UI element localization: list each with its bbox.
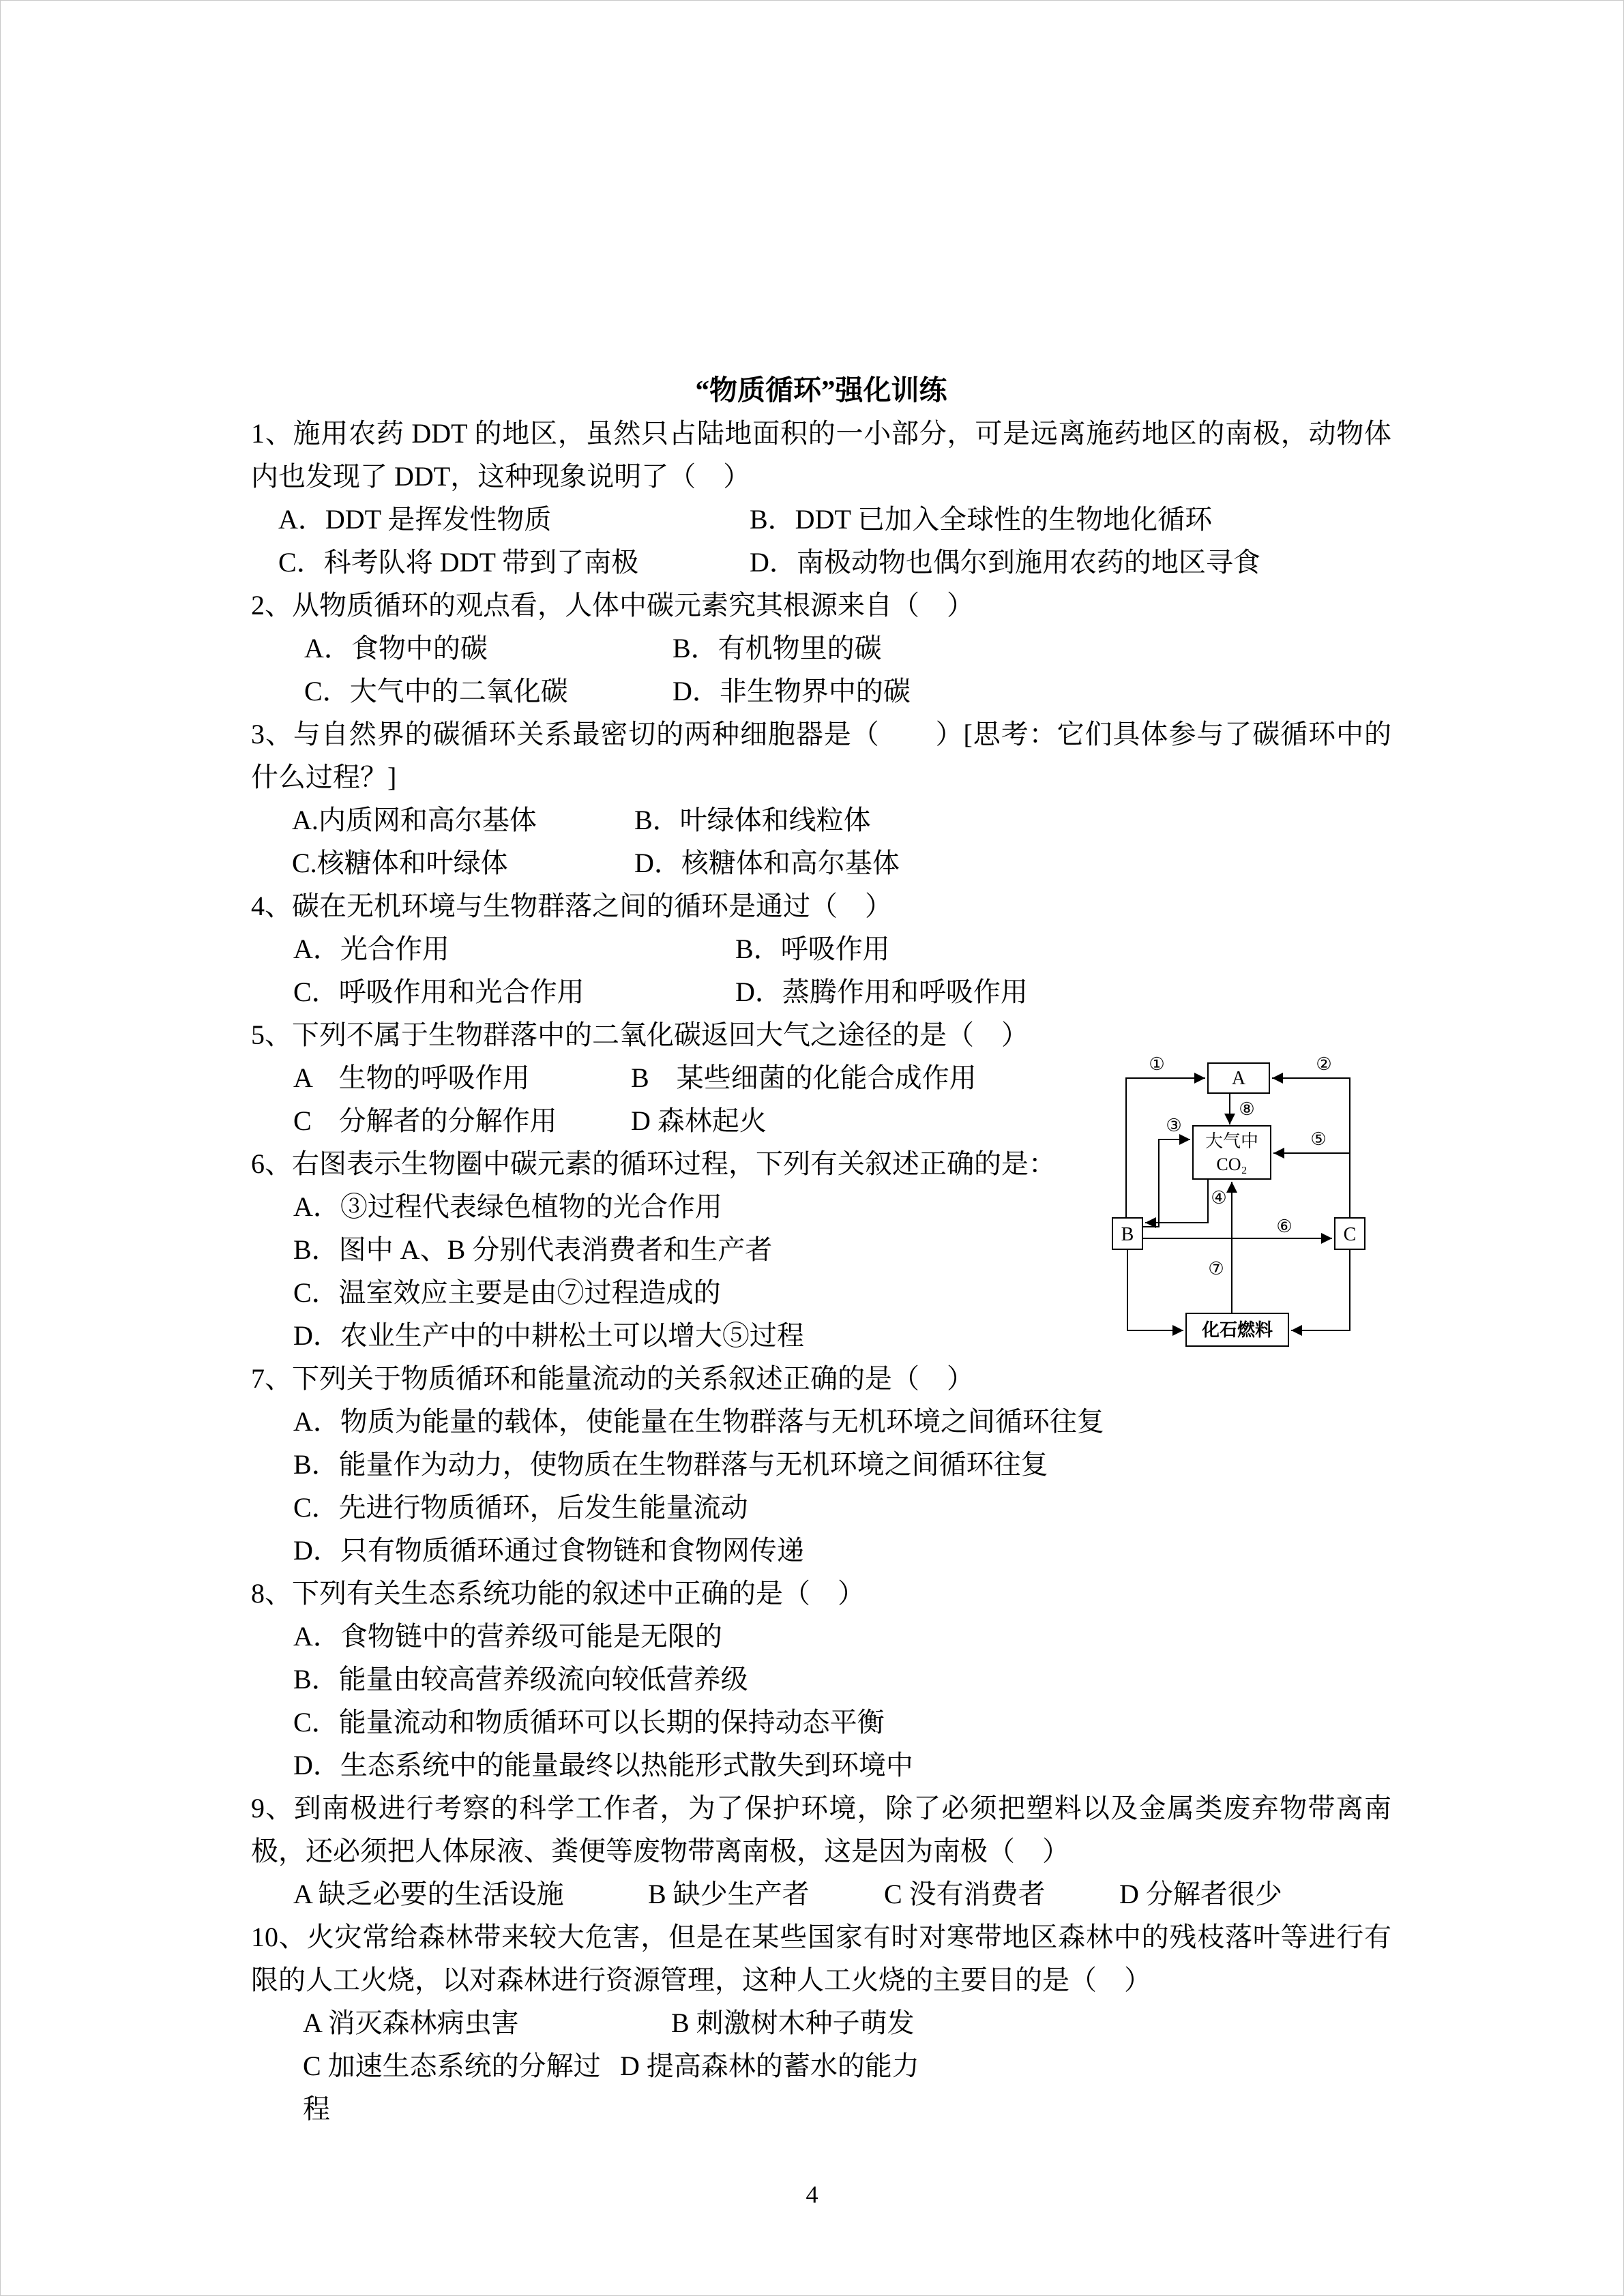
question-4-option-c: C．呼吸作用和光合作用 bbox=[293, 976, 585, 1007]
question-5-option-a: A 生物的呼吸作用 bbox=[293, 1062, 530, 1093]
question-6-option-b: B．图中 A、B 分别代表消费者和生产者 bbox=[293, 1234, 773, 1265]
question-2-stem: 2、从物质循环的观点看，人体中碳元素究其根源来自（ ） bbox=[251, 590, 974, 621]
question-8 bbox=[251, 1572, 1391, 1787]
question-4 bbox=[251, 884, 1391, 1013]
question-8-option-b: B．能量由较高营养级流向较低营养级 bbox=[293, 1664, 748, 1695]
question-10 bbox=[251, 1915, 1391, 2130]
question-7 bbox=[251, 1357, 1391, 1572]
question-5-option-b: B 某些细菌的化能合成作用 bbox=[631, 1062, 977, 1093]
question-3-option-a: A.内质网和高尔基体 bbox=[292, 805, 537, 835]
option-row bbox=[251, 841, 1391, 884]
diagram-process-4-label: ④ bbox=[1211, 1188, 1227, 1208]
question-9 bbox=[251, 1787, 1391, 1915]
question-7-option-b: B．能量作为动力，使物质在生物群落与无机环境之间循环往复 bbox=[293, 1449, 1048, 1480]
question-7-option-a: A．物质为能量的载体，使能量在生物群落与无机环境之间循环往复 bbox=[293, 1406, 1104, 1437]
question-5-stem: 5、下列不属于生物群落中的二氧化碳返回大气之途径的是（ ） bbox=[251, 1019, 1029, 1050]
question-8-stem: 8、下列有关生态系统功能的叙述中正确的是（ ） bbox=[251, 1578, 865, 1609]
diagram-atmosphere-label-line1: 大气中 bbox=[1205, 1131, 1259, 1151]
question-9-option-c: C 没有消费者 bbox=[884, 1879, 1046, 1909]
question-3 bbox=[251, 713, 1391, 884]
question-7-stem: 7、下列关于物质循环和能量流动的关系叙述正确的是（ ） bbox=[251, 1363, 974, 1394]
diagram-process-6-label: ⑥ bbox=[1276, 1217, 1293, 1236]
question-10-option-c: C 加速生态系统的分解过程 bbox=[303, 2051, 601, 2124]
option-row bbox=[251, 670, 1391, 713]
question-8-option-a: A．食物链中的营养级可能是无限的 bbox=[293, 1621, 722, 1652]
question-2 bbox=[251, 584, 1391, 713]
question-7-option-c: C．先进行物质循环，后发生能量流动 bbox=[293, 1492, 748, 1523]
question-4-option-d: D．蒸腾作用和呼吸作用 bbox=[735, 976, 1028, 1007]
option-row bbox=[251, 927, 1391, 970]
question-9-option-a: A 缺乏必要的生活设施 bbox=[293, 1879, 564, 1909]
diagram-process-2-label: ② bbox=[1316, 1054, 1332, 1074]
question-2-option-c: C．大气中的二氧化碳 bbox=[304, 676, 568, 706]
option-row bbox=[251, 1873, 1391, 1915]
question-6-option-d: D．农业生产中的中耕松土可以增大⑤过程 bbox=[293, 1320, 804, 1351]
option-row bbox=[251, 627, 1391, 670]
question-9-option-b: B 缺少生产者 bbox=[648, 1879, 810, 1909]
diagram-atmosphere-label-line2: CO₂ bbox=[1216, 1154, 1247, 1174]
diagram-process-1-label: ① bbox=[1149, 1054, 1165, 1074]
question-1-option-d: D．南极动物也偶尔到施用农药的地区寻食 bbox=[750, 547, 1260, 578]
diagram-arrow-3 bbox=[1142, 1139, 1190, 1227]
question-4-stem: 4、碳在无机环境与生物群落之间的循环是通过（ ） bbox=[251, 891, 892, 921]
question-10-option-d: D 提高森林的蓄水的能力 bbox=[620, 2051, 919, 2081]
question-10-option-a: A 消灭森林病虫害 bbox=[303, 2008, 519, 2038]
question-3-option-b: B．叶绿体和线粒体 bbox=[634, 805, 871, 835]
option-row bbox=[251, 2001, 1391, 2044]
diagram-process-7-label: ⑦ bbox=[1208, 1259, 1224, 1279]
option-row bbox=[251, 541, 1391, 584]
question-1 bbox=[251, 412, 1391, 584]
question-5-option-c: C 分解者的分解作用 bbox=[293, 1105, 557, 1136]
question-5-option-d: D 森林起火 bbox=[631, 1105, 767, 1136]
question-3-option-d: D．核糖体和高尔基体 bbox=[634, 848, 900, 878]
question-7-option-d: D．只有物质循环通过食物链和食物网传递 bbox=[293, 1535, 804, 1566]
diagram-box-a-label: A bbox=[1231, 1068, 1246, 1089]
question-2-option-b: B．有机物里的碳 bbox=[673, 633, 882, 664]
question-4-option-a: A．光合作用 bbox=[293, 934, 449, 964]
diagram-process-5-label: ⑤ bbox=[1310, 1129, 1327, 1149]
question-1-option-a: A．DDT 是挥发性物质 bbox=[278, 504, 552, 535]
question-3-option-c: C.核糖体和叶绿体 bbox=[292, 848, 508, 878]
diagram-box-c-label: C bbox=[1343, 1224, 1357, 1245]
option-row bbox=[251, 799, 1391, 841]
diagram-fossil-fuel-label: 化石燃料 bbox=[1201, 1320, 1273, 1340]
question-1-option-b: B．DDT 已加入全球性的生物地化循环 bbox=[750, 504, 1213, 535]
option-row bbox=[251, 970, 1391, 1013]
question-10-option-b: B 刺激树木种子萌发 bbox=[671, 2008, 915, 2038]
question-4-option-b: B．呼吸作用 bbox=[735, 934, 890, 964]
question-1-option-c: C．科考队将 DDT 带到了南极 bbox=[278, 547, 639, 578]
question-3-stem: 3、与自然界的碳循环关系最密切的两种细胞器是（ ）[思考：它们具体参与了碳循环中的什么过程？] bbox=[251, 719, 1391, 792]
diagram-process-3-label: ③ bbox=[1166, 1116, 1182, 1135]
question-2-option-d: D．非生物界中的碳 bbox=[673, 676, 911, 706]
question-1-stem: 1、施用农药 DDT 的地区，虽然只占陆地面积的一小部分，可是远离施药地区的南极，动物体内也发现了 DDT，这种现象说明了（ ） bbox=[251, 418, 1391, 492]
question-8-option-d: D．生态系统中的能量最终以热能形式散失到环境中 bbox=[293, 1750, 913, 1780]
page-number: 4 bbox=[806, 2181, 818, 2208]
diagram-arrow-b-fuel bbox=[1127, 1249, 1183, 1330]
diagram-arrow-c-fuel bbox=[1291, 1249, 1350, 1330]
question-9-stem: 9、到南极进行考察的科学工作者，为了保护环境，除了必须把塑料以及金属类废弃物带离南极，还必须把人体尿液、粪便等废物带离南极，这是因为南极（ ） bbox=[251, 1793, 1391, 1866]
question-2-option-a: A．食物中的碳 bbox=[304, 633, 488, 664]
question-10-stem: 10、火灾常给森林带来较大危害，但是在某些国家有时对寒带地区森林中的残枝落叶等进行有限的人工火烧，以对森林进行资源管理，这种人工火烧的主要目的是（ ） bbox=[251, 1922, 1391, 1995]
option-row bbox=[251, 2044, 1391, 2130]
question-6-option-a: A．③过程代表绿色植物的光合作用 bbox=[293, 1191, 722, 1222]
question-6-option-c: C．温室效应主要是由⑦过程造成的 bbox=[293, 1277, 721, 1308]
question-9-option-d: D 分解者很少 bbox=[1119, 1879, 1282, 1909]
page-title: “物质循环”强化训练 bbox=[695, 374, 947, 406]
diagram-arrow-4 bbox=[1145, 1179, 1208, 1223]
option-row bbox=[251, 498, 1391, 541]
question-6-stem: 6、右图表示生物圈中碳元素的循环过程，下列有关叙述正确的是： bbox=[251, 1148, 1056, 1179]
diagram-box-b-label: B bbox=[1121, 1224, 1134, 1245]
carbon-cycle-diagram bbox=[1106, 1044, 1373, 1367]
question-8-option-c: C．能量流动和物质循环可以长期的保持动态平衡 bbox=[293, 1707, 885, 1738]
diagram-process-8-label: ⑧ bbox=[1239, 1099, 1255, 1119]
